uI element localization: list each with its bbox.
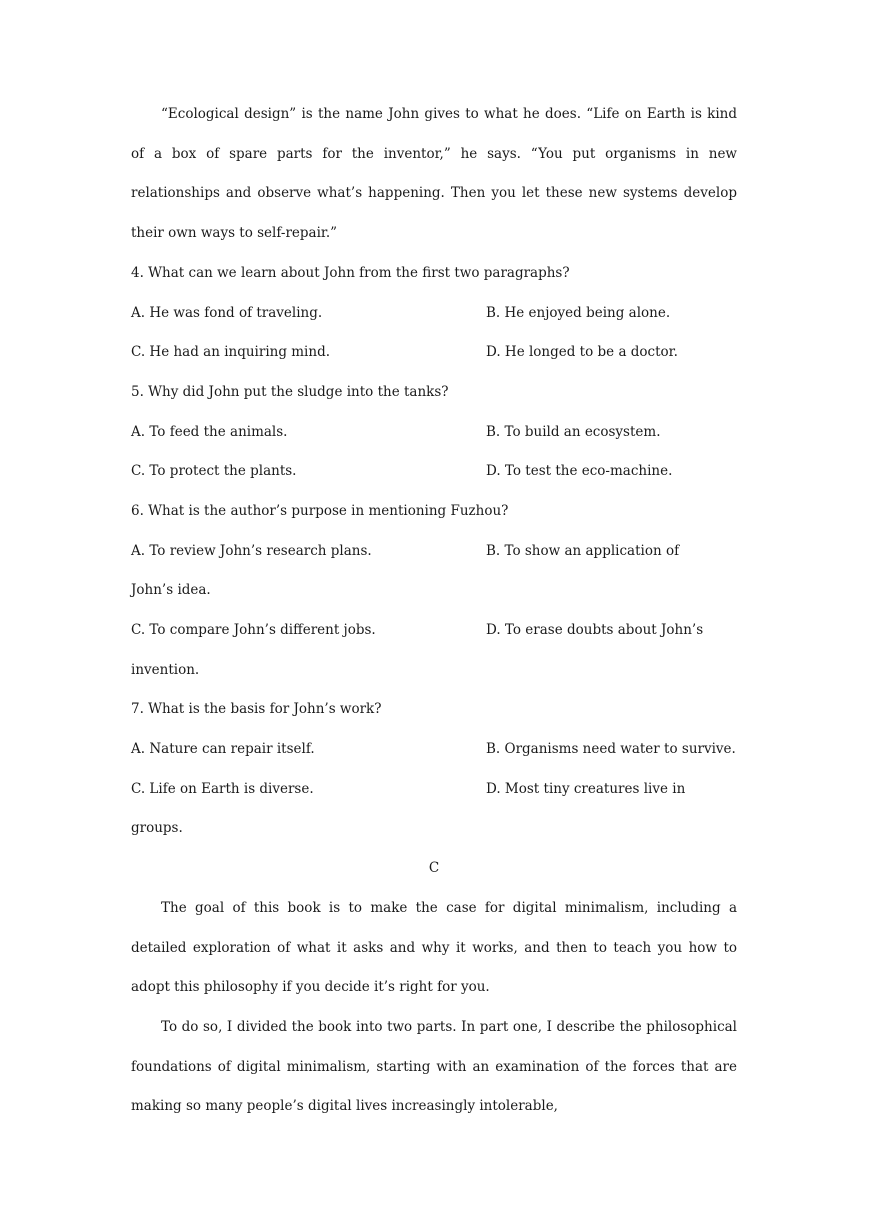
question-7-option-a: A. Nature can repair itself. xyxy=(131,741,315,758)
question-4-options-row-1 xyxy=(131,294,737,334)
passage-c-paragraph-2: To do so, I divided the book into two parts. In part one, I describe the philosophical foundations of digital minimalism, starting with an examination of the forces that are making so many people’s digital lives increasingly intolerable, xyxy=(131,1018,737,1115)
exam-page xyxy=(131,95,737,1127)
question-6-stem: 6. What is the author’s purpose in mentioning Fuzhou? xyxy=(131,502,509,519)
question-6-option-b-continuation: John’s idea. xyxy=(131,582,211,599)
question-6-option-d-continuation: invention. xyxy=(131,661,200,678)
question-7-option-b: B. Organisms need water to survive. xyxy=(486,741,736,758)
question-5-options-row-1 xyxy=(131,413,737,453)
passage-b-closing-paragraph: “Ecological design” is the name John gives to what he does. “Life on Earth is kind of a box of spare parts for the inventor,” he says. “You put organisms in new relationships and observe what’s happening. Then you let these new systems develop their own ways to self-repair.” xyxy=(131,106,737,242)
question-5-option-d: D. To test the eco-machine. xyxy=(486,463,673,480)
question-4-option-d: D. He longed to be a doctor. xyxy=(486,344,678,361)
question-4-options-row-2 xyxy=(131,333,737,373)
question-4-option-a: A. He was fond of traveling. xyxy=(131,304,323,321)
question-5-stem: 5. Why did John put the sludge into the tanks? xyxy=(131,383,449,400)
question-5-options-row-2 xyxy=(131,452,737,492)
question-7-stem: 7. What is the basis for John’s work? xyxy=(131,701,382,718)
question-6-options-row-2 xyxy=(131,611,737,651)
question-4-option-b: B. He enjoyed being alone. xyxy=(486,304,671,321)
question-7-option-d-continuation: groups. xyxy=(131,820,183,837)
question-4-stem: 4. What can we learn about John from the first two paragraphs? xyxy=(131,264,570,281)
passage-c-paragraph-1: The goal of this book is to make the case for digital minimalism, including a detailed exploration of what it asks and why it works, and then to teach you how to adopt this philosophy if you decide it’s right for you. xyxy=(131,899,737,996)
question-7-options-row-1 xyxy=(131,730,737,770)
question-7-option-c: C. Life on Earth is diverse. xyxy=(131,780,314,797)
question-6-option-a: A. To review John’s research plans. xyxy=(131,542,372,559)
question-6-options-row-1 xyxy=(131,532,737,572)
question-5-option-a: A. To feed the animals. xyxy=(131,423,288,440)
question-5-option-b: B. To build an ecosystem. xyxy=(486,423,661,440)
question-6-option-b: B. To show an application of xyxy=(486,542,680,559)
question-7-options-row-2 xyxy=(131,770,737,810)
section-heading-c: C xyxy=(428,860,440,877)
question-6-option-d: D. To erase doubts about John’s xyxy=(486,622,704,638)
question-7-option-d: D. Most tiny creatures live in xyxy=(486,780,686,797)
question-6-option-c: C. To compare John’s different jobs. xyxy=(131,622,376,638)
question-5-option-c: C. To protect the plants. xyxy=(131,463,297,480)
question-4-option-c: C. He had an inquiring mind. xyxy=(131,344,331,361)
